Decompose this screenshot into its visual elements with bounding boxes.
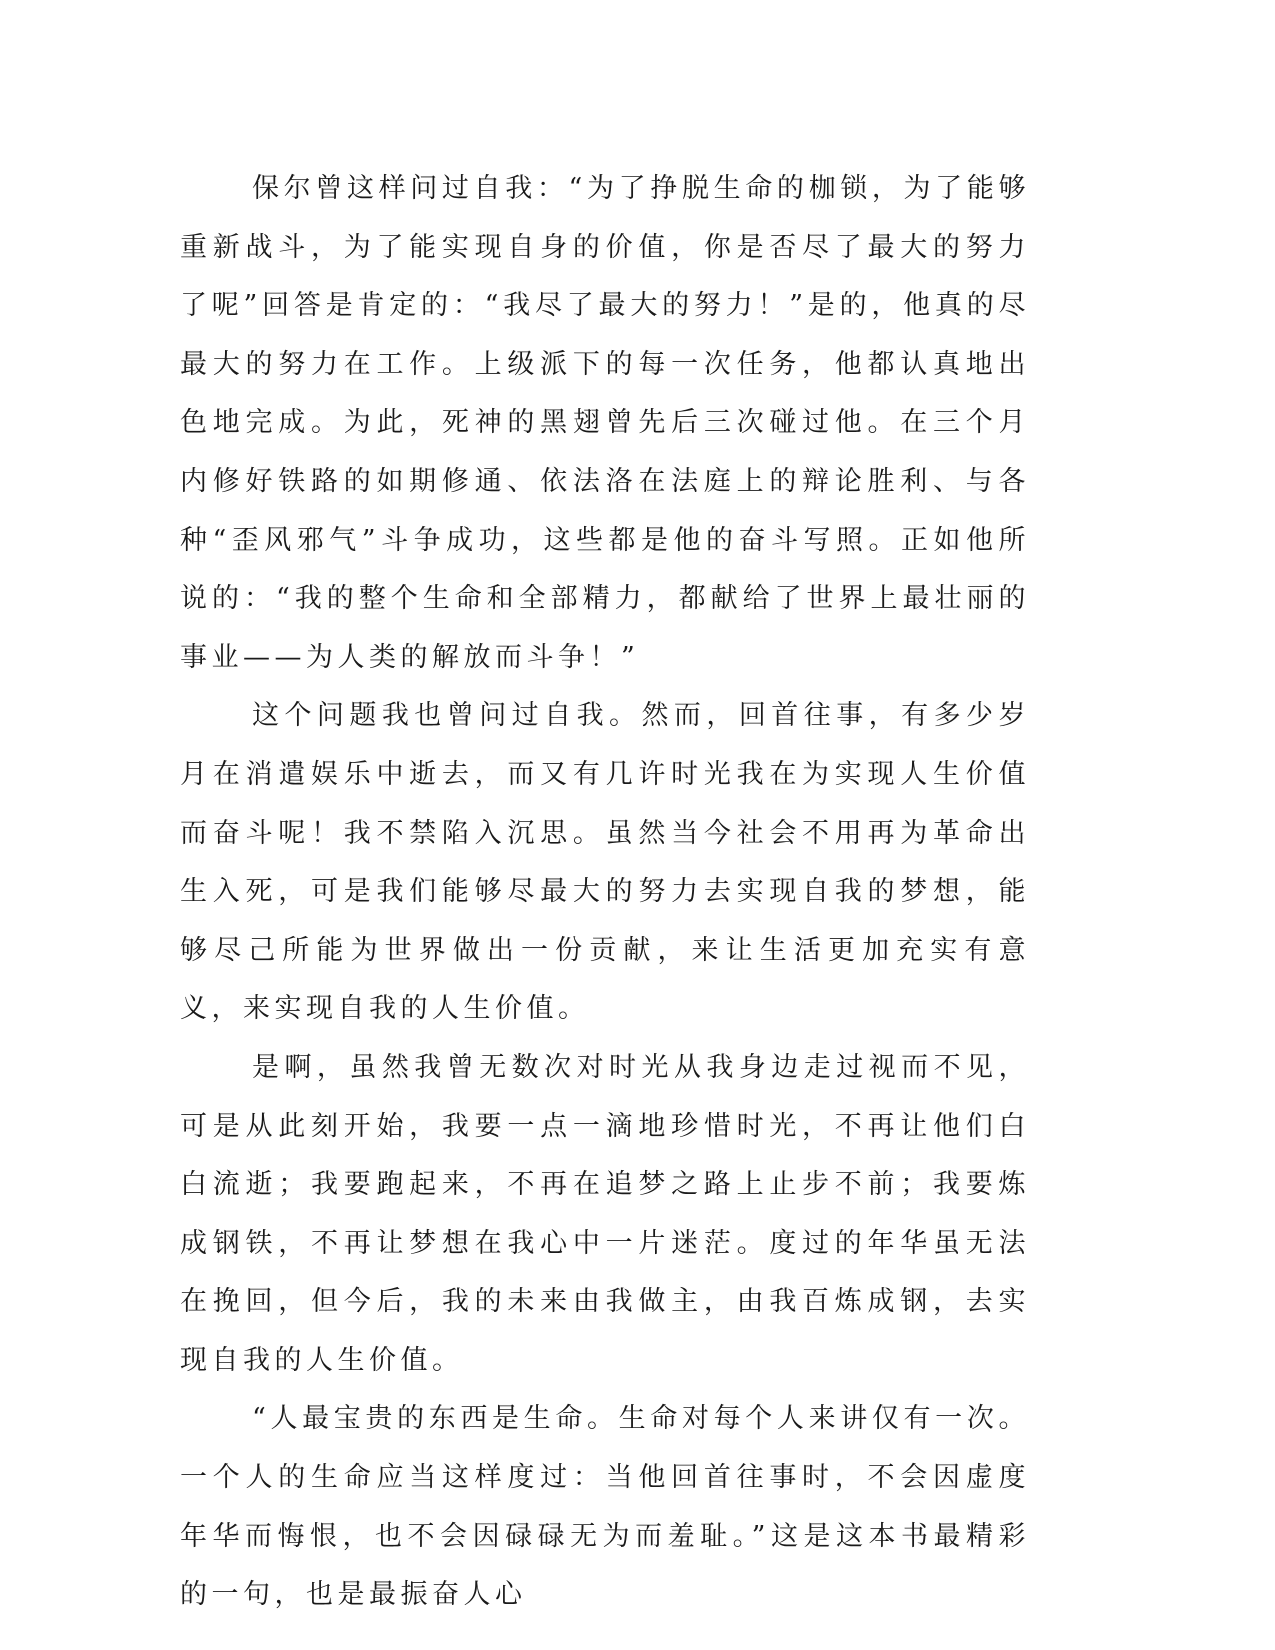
paragraph-3: 是啊，虽然我曾无数次对时光从我身边走过视而不见，可是从此刻开始，我要一点一滴地珍惜时光，不再让他们白白流逝；我要跑起来，不再在追梦之路上止步不前；我要炼成钢铁，不再让梦想在我心中一片迷茫。度过的年华虽无法在挽回，但今后，我的未来由我做主，由我百炼成钢，去实现自我的人生价值。: [180, 1051, 1030, 1376]
paragraph-2: 这个问题我也曾问过自我。然而，回首往事，有多少岁月在消遣娱乐中逝去，而又有几许时光我在为实现人生价值而奋斗呢！我不禁陷入沉思。虽然当今社会不用再为革命出生入死，可是我们能够尽最大的努力去实现自我的梦想，能够尽己所能为世界做出一份贡献，来让生活更加充实有意义，来实现自我的人生价值。: [180, 700, 1030, 1025]
document-body: [180, 160, 1030, 1625]
paragraph-4: “人最宝贵的东西是生命。生命对每个人来讲仅有一次。一个人的生命应当这样度过：当他回首往事时，不会因虚度年华而悔恨，也不会因碌碌无为而羞耻。”这是这本书最精彩的一句，也是最振奋人心: [180, 1403, 1030, 1611]
paragraph-1: 保尔曾这样问过自我：“为了挣脱生命的枷锁，为了能够重新战斗，为了能实现自身的价值，你是否尽了最大的努力了呢”回答是肯定的：“我尽了最大的努力！”是的，他真的尽最大的努力在工作。上级派下的每一次任务，他都认真地出色地完成。为此，死神的黑翅曾先后三次碰过他。在三个月内修好铁路的如期修通、依法洛在法庭上的辩论胜利、与各种“歪风邪气”斗争成功，这些都是他的奋斗写照。正如他所说的：“我的整个生命和全部精力，都献给了世界上最壮丽的事业——为人类的解放而斗争！”: [180, 173, 1030, 673]
